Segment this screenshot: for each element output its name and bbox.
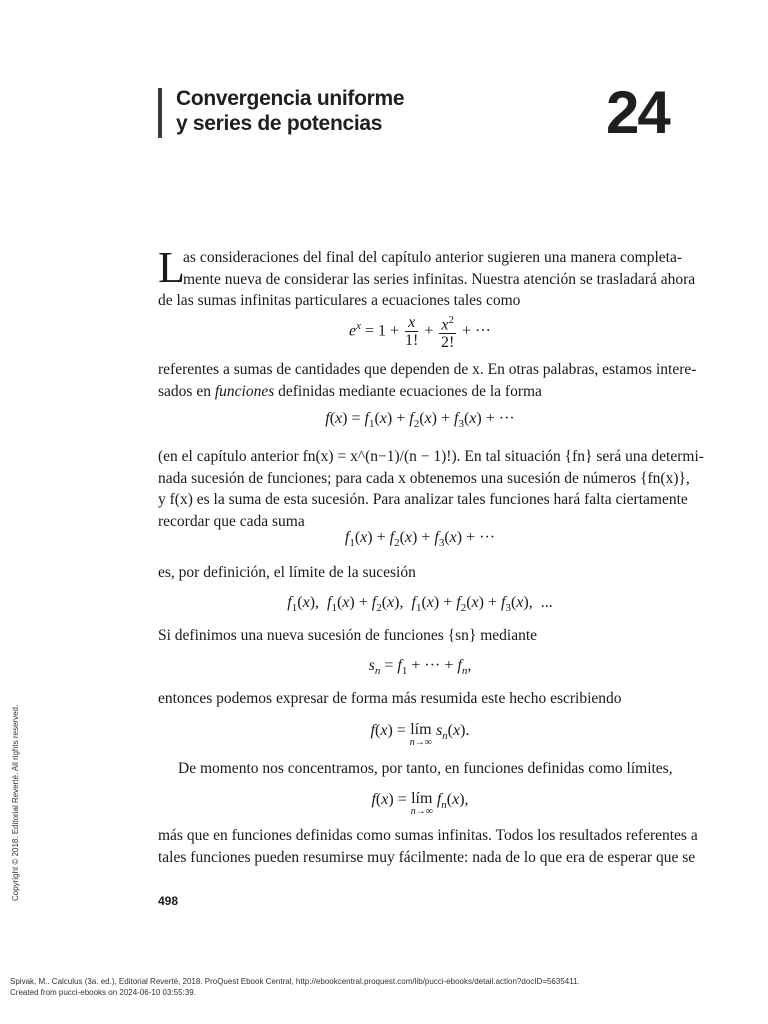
chapter-number: 24	[606, 79, 669, 146]
paragraph-line: as consideraciones del final del capítulo anterior sugieren una manera completa-	[183, 249, 682, 266]
equation-exponential-series: $e^x = 1$ + $\frac{x}{1!}$ + $\frac{x^2}{2!}$ + ···	[348, 314, 492, 352]
created-line: Created from pucci-ebooks on 2024-06-10 03:55:39.	[10, 988, 196, 997]
equation-partial-sum-definition: $s_n = f_1$ + ··· + $f_n$,	[368, 657, 472, 678]
chapter-title-bar	[158, 88, 162, 138]
page-number: 498	[158, 894, 179, 908]
paragraph-line: es, por definición, el límite de la sucesión	[158, 564, 416, 581]
paragraph-2	[158, 359, 697, 402]
paragraph-line: De momento nos concentramos, por tanto, en funciones definidas como límites,	[178, 760, 673, 777]
chapter-title-line-1: Convergencia uniforme	[176, 87, 405, 110]
paragraph-7	[158, 758, 682, 780]
paragraph-line: mente nueva de considerar las series infinitas. Nuestra atención se trasladará ahora	[183, 270, 696, 288]
paragraph-4	[158, 562, 682, 584]
paragraph-6	[158, 688, 682, 710]
paragraph-line: recordar que cada suma	[158, 512, 305, 530]
paragraph-line: tales funciones pueden resumirse muy fácilmente: nada de lo que era de esperar que se	[158, 848, 696, 866]
paragraph-line: sados en funciones definidas mediante ecuaciones de la forma	[158, 382, 542, 400]
chapter-title	[176, 86, 404, 136]
copyright-notice: Copyright © 2018. Editorial Reverté. All rights reserved.	[11, 704, 20, 901]
paragraph-line: entonces podemos expresar de forma más resumida este hecho escribiendo	[158, 690, 622, 707]
citation-footer	[10, 976, 580, 998]
paragraph-line: más que en funciones definidas como sumas infinitas. Todos los resultados referentes a	[158, 827, 698, 844]
paragraph-line: referentes a sumas de cantidades que dependen de x. En otras palabras, estamos intere-	[158, 361, 697, 378]
paragraph-line: Si definimos una nueva sucesión de funciones {sn} mediante	[158, 627, 538, 644]
paragraph-line: (en el capítulo anterior fn(x) = x^(n−1)/(n − 1)!). En tal situación {fn} será una determi-	[158, 448, 704, 465]
paragraph-line: nada sucesión de funciones; para cada x obtenemos una sucesión de números {fn(x)},	[158, 469, 690, 487]
paragraph-1	[158, 243, 696, 312]
paragraph-line: y f(x) es la suma de esta sucesión. Para analizar tales funciones hará falta ciertamente	[158, 491, 688, 508]
paragraph-5	[158, 625, 682, 647]
equation-sum: $f_1(x) + f_2(x) + f_3(x)$ + ···	[344, 529, 496, 550]
paragraph-3	[158, 446, 704, 532]
equation-partial-sums: $f_1(x)$, $f_1(x) + f_2(x)$, $f_1(x) + f_2(x) + f_3(x)$, ...	[287, 594, 553, 615]
equation-function-series: $f(x) = f_1(x) + f_2(x) + f_3(x)$ + ···	[325, 410, 515, 431]
paragraph-line: de las sumas infinitas particulares a ecuaciones tales como	[158, 292, 521, 309]
equation-limit-functions: f(x) = lím n→∞ $f_n(x)$,	[371, 790, 469, 817]
chapter-title-line-2: y series de potencias	[176, 112, 383, 135]
emphasis-funciones: funciones	[214, 382, 275, 400]
citation-line: Spivak, M.. Calculus (3a. ed.), Editorial Reverté, 2018. ProQuest Ebook Central, http://ebookcentral.proquest.com/lib/pucci-ebooks/detail.action?docID=5635411.	[10, 977, 580, 986]
drop-cap: L	[158, 243, 185, 292]
paragraph-8	[158, 825, 698, 868]
equation-limit-partial-sums: f(x) = lím n→∞ $s_n(x)$.	[370, 721, 470, 748]
